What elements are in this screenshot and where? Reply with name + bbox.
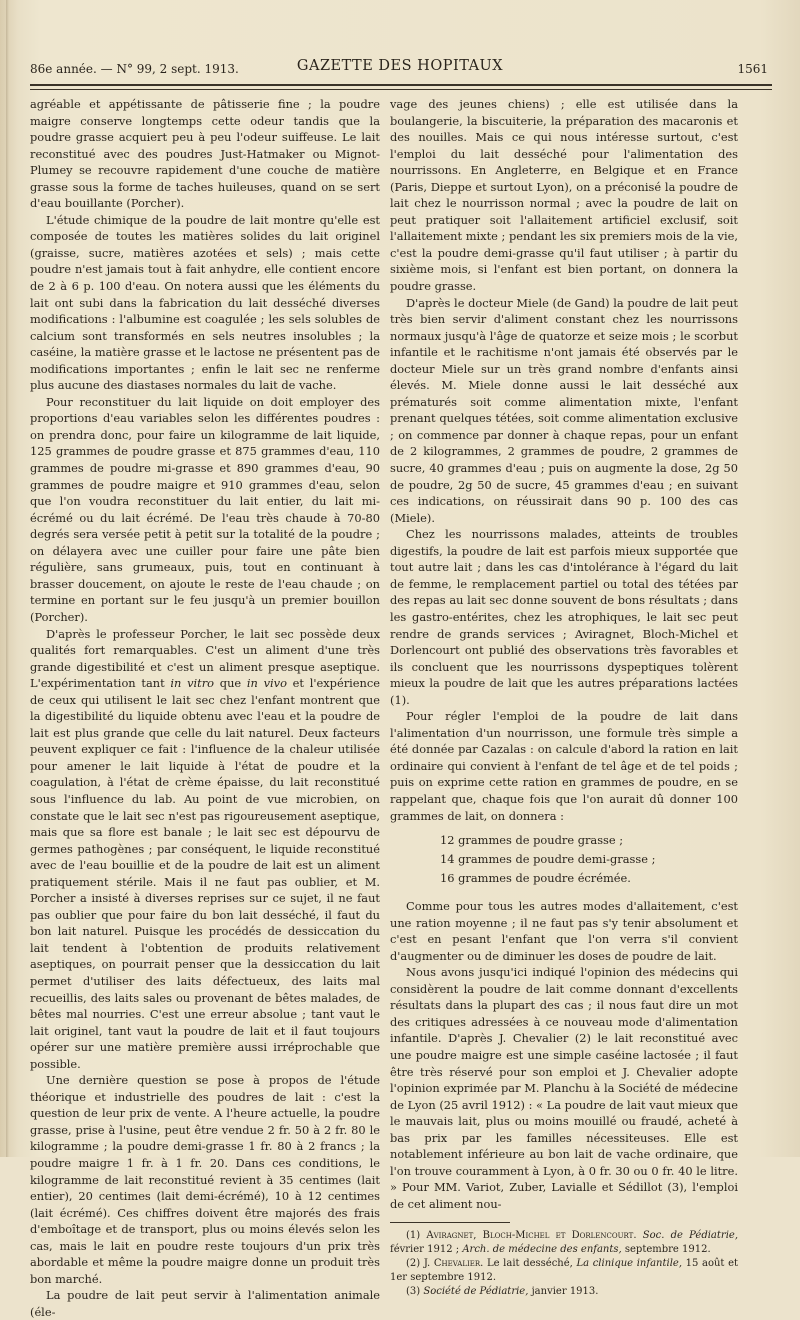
dose-item: 14 grammes de poudre demi-grasse ;	[440, 852, 656, 867]
text-run: et l'expérience de ceux qui utilisent le lait sec chez l'enfant montrent que la digestibilité du liquide obtenu avec l'eau et la poudre de lait est plus grande que celle du lait naturel. Deux facteurs peuvent expliquer ce fait : l'influence de la chaleur utilisée pour amener le lait liquide à l'état de poudre et la coagulation, à l'état de crème épaisse, du lait reconstitué sous l'influence du lab. Au point de vue microbien, on constate que le lait sec n'est pas rigoureusement aseptique, mais que sa flore est banale ; le lait sec est dépourvu de germes pathogènes ; par conséquent, le liquide reconstitué avec de l'eau bouillie et de la poudre de lait est un aliment pratiquement stérile. Mais il ne faut pas oublier, et M. Porcher a insisté à diverses reprises sur ce sujet, il ne faut pas oublier que pour faire du bon lait desséché, il faut du bon lait naturel. Puisque les procédés de dessiccation du lait tendent à l'obtention de produits relativement aseptiques, on pourrait penser que la dessiccation du lait permet d'utiliser des laits défectueux, des laits mal recueillis, des laits sales ou provenant de bêtes malades, de bêtes mal nourries. C'est une erreur absolue ; tant vaut le lait originel, tant vaut la poudre de lait et il faut toujours opérer sur une matière première aussi irréprochable que possible.	[30, 676, 380, 1071]
footnote-journal: La clinique infantile,	[576, 1258, 682, 1270]
text-run: que	[214, 676, 247, 691]
footnote-number: (2)	[406, 1258, 424, 1270]
footnote-authors: J. Chevalier.	[423, 1258, 484, 1270]
text-run: septembre 1912.	[621, 1244, 711, 1256]
paragraph: La poudre de lait peut servir à l'alimentation animale (éle-	[30, 1288, 380, 1319]
footnote-2	[390, 1257, 738, 1285]
page-number: 1561	[737, 62, 768, 76]
paragraph: agréable et appétissante de pâtisserie fine ; la poudre maigre conserve longtemps cette odeur tandis que la poudre grasse acquiert peu à peu l'odeur suiffeuse. Le lait reconstitué avec des poudres Just-Hatmaker ou Mignot-Plumey se recouvre rapidement d'une couche de matière grasse sous la forme de taches huileuses, quand on se sert d'eau bouillante (Porcher).	[30, 97, 380, 211]
footnote-journal: Soc. de Pédiatrie,	[642, 1230, 738, 1242]
text-run: février 1912 ;	[390, 1244, 463, 1256]
paragraph: Pour régler l'emploi de la poudre de lait dans l'alimentation d'un nourrisson, une formule très simple a été donnée par Cazalas : on calcule d'abord la ration en lait ordinaire qui convient à l'enfant de tel âge et de tel poids ; puis on exprime cette ration en grammes de poudre, en se rappelant que, chaque fois que l'on aurait dû donner 100 grammes de lait, on donnera :	[390, 709, 738, 823]
header-rule-thick	[30, 84, 772, 86]
journal-title: GAZETTE DES HOPITAUX	[296, 58, 504, 74]
paragraph	[30, 626, 380, 1073]
footnote-rule	[390, 1222, 510, 1223]
dose-item: 12 grammes de poudre grasse ;	[440, 833, 624, 848]
text-run: janvier 1913.	[528, 1286, 599, 1298]
footnote-journal: Société de Pédiatrie,	[423, 1286, 529, 1298]
page-header	[30, 58, 770, 80]
footnote-number: (1)	[406, 1230, 427, 1242]
footnote-3	[390, 1285, 738, 1299]
paragraph: Nous avons jusqu'ici indiqué l'opinion des médecins qui considèrent la poudre de lait comme donnant d'excellents résultats dans la plupart des cas ; il nous faut dire un mot des critiques adressées à ce nouveau mode d'alimentation infantile. D'après J. Chevalier (2) le lait reconstitué avec une poudre maigre est une simple caséine lactosée ; il faut être très réservé pour son emploi et J. Chevalier adopte l'opinion exprimée par M. Planchu à la Société de médecine de Lyon (25 avril 1912) : « La poudre de lait vaut mieux que le mauvais lait, plus ou moins mouillé ou fraudé, acheté à bas prix par les familles nécessiteuses. Elle est notablement inférieure au bon lait de vache ordinaire, que l'on trouve couramment à Lyon, à 0 fr. 30 ou 0 fr. 40 le litre. » Pour MM. Variot, Zuber, Lavialle et Sédillot (3), l'emploi de cet aliment nou-	[390, 965, 738, 1211]
text-run: Le lait desséché,	[483, 1258, 577, 1270]
paragraph: D'après le docteur Miele (de Gand) la poudre de lait peut très bien servir d'aliment constant chez les nourrissons normaux jusqu'à l'âge de quatorze et seize mois ; le scorbut infantile et le rachitisme n'ont jamais été observés par le docteur Miele sur un très grand nombre d'enfants ainsi élevés. M. Miele donne aussi le lait desséché aux prématurés soit comme alimentation mixte, l'enfant prenant quelques tétées, soit comme alimentation exclusive ; on commence par donner à chaque repas, pour un enfant de 2 kilogrammes, 2 grammes de poudre, 2 grammes de sucre, 40 grammes d'eau ; puis on augmente la dose, 2g 50 de poudre, 2g 50 de sucre, 45 grammes d'eau ; en suivant ces indications, on réussirait dans 90 p. 100 des cas (Miele).	[390, 295, 738, 525]
italic-term: in vivo	[246, 676, 287, 691]
header-rule-thin	[30, 89, 772, 90]
footnote-authors: Aviragnet, Bloch-Michel et Dorlencourt.	[426, 1230, 637, 1242]
text-run: D'après le professeur Porcher, le lait sec possède deux qualités fort remarquables. C'est un aliment d'une très grande digestibilité et c'est un aliment presque aseptique. L'expérimentation tant	[30, 626, 380, 691]
dose-list	[440, 831, 738, 888]
paragraph: Chez les nourrissons malades, atteints de troubles digestifs, la poudre de lait est parfois mieux supportée que tout autre lait ; dans les cas d'intolérance à l'égard du lait de femme, le remplacement partiel ou total des tétées par des repas au lait sec donne souvent de bons résultats ; dans les gastro-entérites, chez les atrophiques, le lait sec peut rendre de grands services ; Aviragnet, Bloch-Michel et Dorlencourt ont publié des observations très favorables et ils concluent que les nourrissons dyspeptiques tolèrent mieux la poudre de lait que les autres préparations lactées (1).	[390, 527, 738, 707]
issue-info: 86e année. — N° 99, 2 sept. 1913.	[30, 62, 239, 76]
italic-term: in vitro	[170, 676, 215, 691]
footnote-number: (3)	[406, 1286, 424, 1298]
page-crease	[6, 0, 9, 1157]
text-run: 15 août et 1er septembre 1912.	[390, 1258, 739, 1284]
paragraph: vage des jeunes chiens) ; elle est utilisée dans la boulangerie, la biscuiterie, la préparation des macaronis et des nouilles. Mais ce qui nous intéresse surtout, c'est l'emploi du lait desséché pour l'alimentation des nourrissons. En Angleterre, en Belgique et en France (Paris, Dieppe et surtout Lyon), on a préconisé la poudre de lait chez le nourrisson normal ; avec la poudre de lait on peut pratiquer soit l'allaitement artificiel exclusif, soit l'allaitement mixte ; pendant les six premiers mois de la vie, c'est la poudre demi-grasse qu'il faut utiliser ; à partir du sixième mois, si l'enfant est bien portant, on donnera la poudre grasse.	[390, 97, 738, 294]
footnote-1	[390, 1229, 738, 1257]
paragraph: Une dernière question se pose à propos de l'étude théorique et industrielle des poudres de lait : c'est la question de leur prix de vente. A l'heure actuelle, la poudre grasse, prise à l'usine, peut être vendue 2 fr. 50 à 2 fr. 80 le kilogramme ; la poudre demi-grasse 1 fr. 80 à 2 francs ; la poudre maigre 1 fr. à 1 fr. 20. Dans ces conditions, le kilogramme de lait reconstitué revient à 35 centimes (lait entier), 20 centimes (lait demi-écrémé), 10 à 12 centimes (lait écrémé). Ces chiffres doivent être majorés des frais d'emboîtage et de transport, plus ou moins élevés selon les cas, mais le lait en poudre reste toujours d'un prix très abordable et même la poudre maigre donne un produit très bon marché.	[30, 1073, 380, 1286]
left-column	[30, 96, 380, 1320]
footnote-journal: Arch. de médecine des enfants,	[462, 1244, 622, 1256]
paragraph: Comme pour tous les autres modes d'allaitement, c'est une ration moyenne ; il ne faut pas s'y tenir absolument et c'est en pesant l'enfant que l'on verra s'il convient d'augmenter ou de diminuer les doses de poudre de lait.	[390, 899, 738, 963]
dose-item: 16 grammes de poudre écrémée.	[440, 871, 631, 886]
paragraph: L'étude chimique de la poudre de lait montre qu'elle est composée de toutes les matières solides du lait originel (graisse, sucre, matières azotées et sels) ; mais cette poudre n'est jamais tout à fait anhydre, elle contient encore de 2 à 6 p. 100 d'eau. On notera aussi que les éléments du lait ont subi dans la fabrication du lait desséché diverses modifications : l'albumine est coagulée ; les sels solubles de calcium sont transformés en sels neutres insolubles ; la caséine, la matière grasse et le lactose ne présentent pas de modifications importantes ; enfin le lait sec ne renferme plus aucune des diastases normales du lait de vache.	[30, 212, 380, 393]
paragraph: Pour reconstituer du lait liquide on doit employer des proportions d'eau variables selon les différentes poudres : on prendra donc, pour faire un kilogramme de lait liquide, 125 grammes de poudre grasse et 875 grammes d'eau, 110 grammes de poudre mi-grasse et 890 grammes d'eau, 90 grammes de poudre maigre et 910 grammes d'eau, selon que l'on voudra reconstituer du lait entier, du lait mi-écrémé ou du lait écrémé. De l'eau très chaude à 70-80 degrés sera versée petit à petit sur la totalité de la poudre ; on délayera avec une cuiller pour faire une pâte bien régulière, sans grumeaux, puis, tout en continuant à brasser doucement, on ajoute le reste de l'eau chaude ; on termine en portant sur le feu jusqu'à un premier bouillon (Porcher).	[30, 394, 380, 624]
right-column	[390, 96, 738, 1299]
